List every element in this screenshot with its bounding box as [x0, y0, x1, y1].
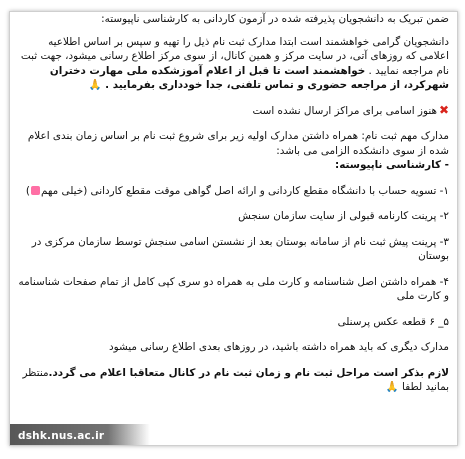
greeting-paragraph: [16, 35, 449, 93]
list-item: [16, 209, 449, 224]
cross-mark-icon: ✖: [438, 102, 449, 117]
watermark-text: dshk.nus.ac.ir: [18, 430, 105, 442]
item-5-text: ۵_ ۶ قطعه عکس پرسنلی: [337, 315, 449, 328]
final-tail-text: منتظر بمانید لطفا: [22, 366, 449, 393]
greeting-text: دانشجویان گرامی خواهشمند است ابتدا مدارک ثبت نام ذیل را تهیه و سپس بر اساس اطلاعیه اعلامی که روزهای آتی، در سایت مرکز و همین کانال، از سوی مرکز اطلاع رسانی میشود، جهت ثبت نام مراجعه نمایید .: [20, 35, 449, 77]
announcement-body: [10, 12, 457, 406]
item-1-end: ): [25, 184, 30, 197]
bold-notice: خواهشمند است تا قبل از اعلام آموزشکده ملی مهارت دختران شهرکرد، از مراجعه حضوری و تماس تلفنی، جدا خودداری بفرمایید .: [49, 64, 449, 91]
list-item: [16, 235, 449, 264]
warning-text: هنوز اسامی برای مراکز ارسال نشده است: [252, 104, 437, 117]
list-item: [16, 275, 449, 304]
other-documents-text: مدارک دیگری که باید همراه داشته باشید، در روزهای بعدی اطلاع رسانی میشود: [108, 341, 449, 353]
other-documents-paragraph: [16, 340, 449, 355]
final-paragraph: [16, 366, 449, 395]
documents-intro-paragraph: [16, 129, 449, 173]
item-2-text: ۲- پرینت کارنامه قبولی از سایت سازمان سنجش: [238, 210, 449, 222]
item-1-text: ۱- تسویه حساب با دانشگاه مقطع کاردانی و ارائه اصل گواهی موقت مقطع کاردانی (خیلی مهم: [40, 184, 449, 197]
list-item: [16, 315, 449, 330]
documents-heading: - کارشناسی ناپیوسته:: [335, 159, 449, 171]
folded-hands-icon: [386, 381, 399, 393]
intro-text: ضمن تبریک به دانشجویان پذیرفته شده در آزمون کاردانی به کارشناسی ناپیوسته:: [101, 13, 449, 25]
list-item: [16, 184, 449, 199]
folded-hands-icon: [89, 79, 102, 91]
warning-line: [16, 104, 449, 119]
announcement-card: [9, 11, 458, 446]
item-3-text: ۳- پرینت پیش ثبت نام از سامانه بوستان بعد از نشستن اسامی سنجش توسط سازمان مرکزی در بوستان: [31, 235, 449, 262]
item-4-text: ۴- همراه داشتن اصل شناسنامه و کارت ملی به همراه دو سری کپی کامل از تمام صفحات شناسنامه و کارت ملی: [18, 275, 449, 302]
heart-icon: [31, 186, 40, 195]
final-bold-text: لازم بذکر است مراحل ثبت نام و زمان ثبت نام در کانال متعاقبا اعلام می گردد.: [48, 366, 449, 379]
watermark-bar: [10, 424, 150, 445]
intro-paragraph: [16, 12, 449, 27]
documents-intro-text: مدارک مهم ثبت نام: همراه داشتن مدارک اولیه زیر برای شروع ثبت نام بر اساس زمان بندی اعلام شده از سوی دانشکده الزامی می باشد:: [27, 130, 449, 157]
